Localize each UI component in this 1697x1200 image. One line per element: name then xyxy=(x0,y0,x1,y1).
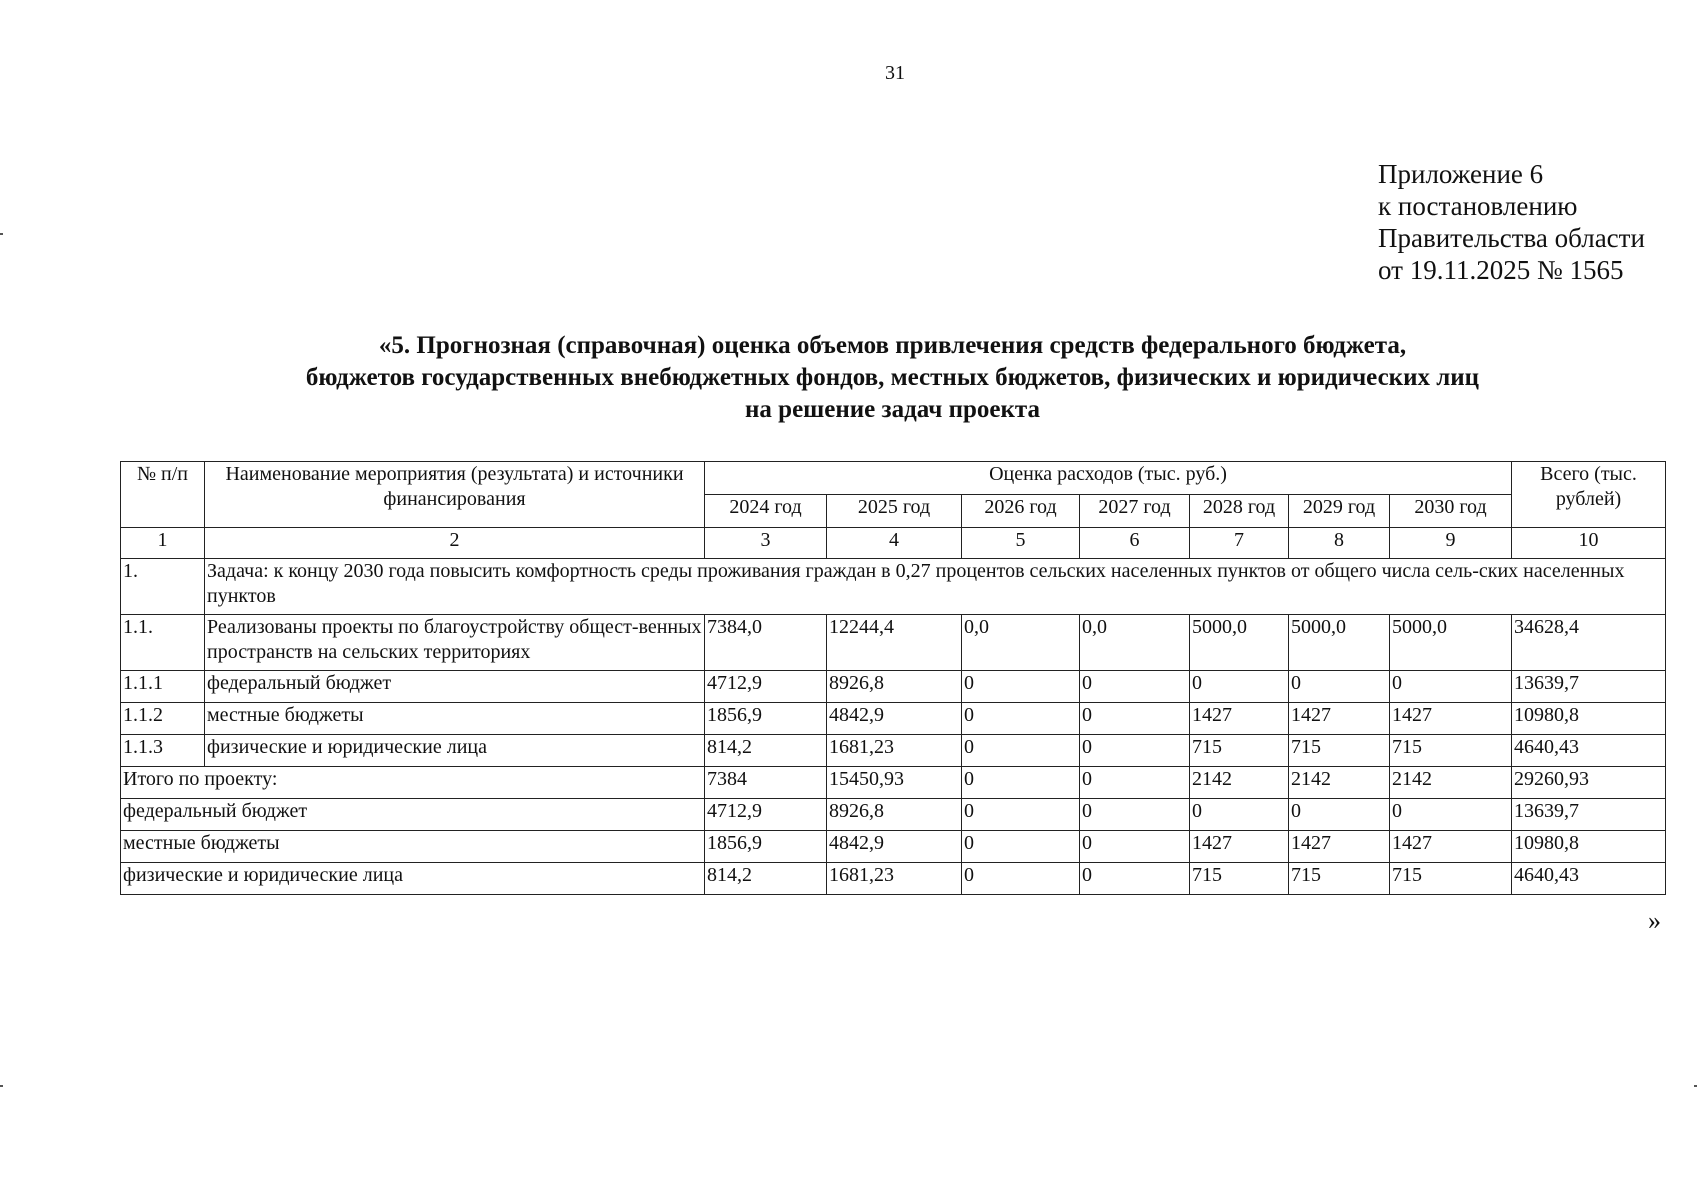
column-number: 3 xyxy=(705,528,827,559)
total-value: 814,2 xyxy=(705,863,827,895)
row-value: 715 xyxy=(1190,735,1289,767)
total-value: 0 xyxy=(962,863,1080,895)
row-value: 1856,9 xyxy=(705,703,827,735)
row-value: 7384,0 xyxy=(705,615,827,671)
table-row xyxy=(121,703,1666,735)
row-value: 1427 xyxy=(1289,703,1390,735)
column-number: 1 xyxy=(121,528,205,559)
total-value: 715 xyxy=(1190,863,1289,895)
column-number: 10 xyxy=(1512,528,1666,559)
column-number: 7 xyxy=(1190,528,1289,559)
total-value: 1427 xyxy=(1390,831,1512,863)
total-row xyxy=(121,799,1666,831)
row-value: 0 xyxy=(1080,703,1190,735)
header-year: 2028 год xyxy=(1190,495,1289,528)
table-row xyxy=(121,671,1666,703)
total-value: 2142 xyxy=(1289,767,1390,799)
row-num: 1.1.1 xyxy=(121,671,205,703)
total-value: 0 xyxy=(1080,799,1190,831)
row-value: 0 xyxy=(1080,735,1190,767)
appendix-line: Правительства области xyxy=(1378,223,1645,253)
total-value: 0 xyxy=(1390,799,1512,831)
appendix-line: к постановлению xyxy=(1378,191,1578,221)
row-value: 5000,0 xyxy=(1289,615,1390,671)
total-value: 4842,9 xyxy=(827,831,962,863)
appendix-reference xyxy=(1378,158,1645,286)
total-value: 1427 xyxy=(1190,831,1289,863)
row-value: 715 xyxy=(1390,735,1512,767)
table-row xyxy=(121,615,1666,671)
title-line: на решение задач проекта xyxy=(745,396,1040,423)
total-value: 0 xyxy=(962,799,1080,831)
total-value: 1856,9 xyxy=(705,831,827,863)
closing-quote: » xyxy=(1648,906,1661,935)
row-name: Реализованы проекты по благоустройству общест-венных пространств на сельских территориях xyxy=(205,615,705,671)
total-value: 10980,8 xyxy=(1512,831,1666,863)
row-value: 5000,0 xyxy=(1390,615,1512,671)
header-year: 2027 год xyxy=(1080,495,1190,528)
total-value: 1681,23 xyxy=(827,863,962,895)
row-num: 1.1.3 xyxy=(121,735,205,767)
appendix-line: от 19.11.2025 № 1565 xyxy=(1378,255,1624,285)
row-num: 1.1.2 xyxy=(121,703,205,735)
total-value: 0 xyxy=(1080,863,1190,895)
column-number: 5 xyxy=(962,528,1080,559)
header-name: Наименование мероприятия (результата) и источники финансирования xyxy=(205,462,705,528)
column-number: 4 xyxy=(827,528,962,559)
total-value: 29260,93 xyxy=(1512,767,1666,799)
total-value: 13639,7 xyxy=(1512,799,1666,831)
row-value: 0,0 xyxy=(1080,615,1190,671)
total-value: 7384 xyxy=(705,767,827,799)
header-year: 2026 год xyxy=(962,495,1080,528)
column-numbers-row xyxy=(121,528,1666,559)
total-value: 0 xyxy=(1080,767,1190,799)
row-value: 4842,9 xyxy=(827,703,962,735)
row-value: 4640,43 xyxy=(1512,735,1666,767)
row-value: 12244,4 xyxy=(827,615,962,671)
row-value: 0,0 xyxy=(962,615,1080,671)
row-name: федеральный бюджет xyxy=(205,671,705,703)
row-value: 5000,0 xyxy=(1190,615,1289,671)
header-year: 2025 год xyxy=(827,495,962,528)
total-row xyxy=(121,831,1666,863)
total-value: 0 xyxy=(962,767,1080,799)
total-value: 4640,43 xyxy=(1512,863,1666,895)
column-number: 8 xyxy=(1289,528,1390,559)
row-value: 13639,7 xyxy=(1512,671,1666,703)
row-value: 814,2 xyxy=(705,735,827,767)
total-value: 0 xyxy=(962,831,1080,863)
total-value: 8926,8 xyxy=(827,799,962,831)
row-value: 4712,9 xyxy=(705,671,827,703)
table-row xyxy=(121,735,1666,767)
header-total: Всего (тыс. рублей) xyxy=(1512,462,1666,528)
total-row xyxy=(121,767,1666,799)
column-number: 9 xyxy=(1390,528,1512,559)
row-value: 0 xyxy=(1190,671,1289,703)
row-num: 1.1. xyxy=(121,615,205,671)
total-name: Итого по проекту: xyxy=(121,767,705,799)
page-number: 31 xyxy=(885,62,905,84)
row-value: 10980,8 xyxy=(1512,703,1666,735)
total-value: 715 xyxy=(1390,863,1512,895)
header-num: № п/п xyxy=(121,462,205,528)
task-text: Задача: к концу 2030 года повысить комфортность среды проживания граждан в 0,27 процентов сельских населенных пунктов от общего числа сель-ских населенных пунктов xyxy=(205,559,1666,615)
total-value: 2142 xyxy=(1390,767,1512,799)
row-name: физические и юридические лица xyxy=(205,735,705,767)
header-estimate: Оценка расходов (тыс. руб.) xyxy=(705,462,1512,495)
row-value: 0 xyxy=(1289,671,1390,703)
total-value: 0 xyxy=(1190,799,1289,831)
total-value: 15450,93 xyxy=(827,767,962,799)
total-value: 2142 xyxy=(1190,767,1289,799)
total-name: местные бюджеты xyxy=(121,831,705,863)
total-value: 0 xyxy=(1080,831,1190,863)
task-num: 1. xyxy=(121,559,205,615)
section-title xyxy=(120,330,1665,426)
total-name: федеральный бюджет xyxy=(121,799,705,831)
scan-mark xyxy=(0,1085,3,1087)
budget-table xyxy=(120,461,1666,895)
task-row xyxy=(121,559,1666,615)
row-value: 1427 xyxy=(1190,703,1289,735)
header-year: 2024 год xyxy=(705,495,827,528)
appendix-line: Приложение 6 xyxy=(1378,159,1544,189)
row-value: 0 xyxy=(962,703,1080,735)
total-value: 0 xyxy=(1289,799,1390,831)
total-value: 4712,9 xyxy=(705,799,827,831)
row-value: 715 xyxy=(1289,735,1390,767)
header-year: 2030 год xyxy=(1390,495,1512,528)
total-value: 715 xyxy=(1289,863,1390,895)
title-line: «5. Прогнозная (справочная) оценка объемов привлечения средств федерального бюджета, xyxy=(378,332,1407,359)
row-value: 8926,8 xyxy=(827,671,962,703)
total-value: 1427 xyxy=(1289,831,1390,863)
column-number: 2 xyxy=(205,528,705,559)
row-value: 34628,4 xyxy=(1512,615,1666,671)
row-value: 1427 xyxy=(1390,703,1512,735)
row-value: 0 xyxy=(1390,671,1512,703)
row-value: 1681,23 xyxy=(827,735,962,767)
header-year: 2029 год xyxy=(1289,495,1390,528)
row-value: 0 xyxy=(962,671,1080,703)
row-name: местные бюджеты xyxy=(205,703,705,735)
scan-mark xyxy=(0,233,3,235)
header-row xyxy=(121,462,1666,495)
total-row xyxy=(121,863,1666,895)
row-value: 0 xyxy=(962,735,1080,767)
row-value: 0 xyxy=(1080,671,1190,703)
title-line: бюджетов государственных внебюджетных фондов, местных бюджетов, физических и юридических лиц xyxy=(305,364,1480,391)
total-name: физические и юридические лица xyxy=(121,863,705,895)
column-number: 6 xyxy=(1080,528,1190,559)
